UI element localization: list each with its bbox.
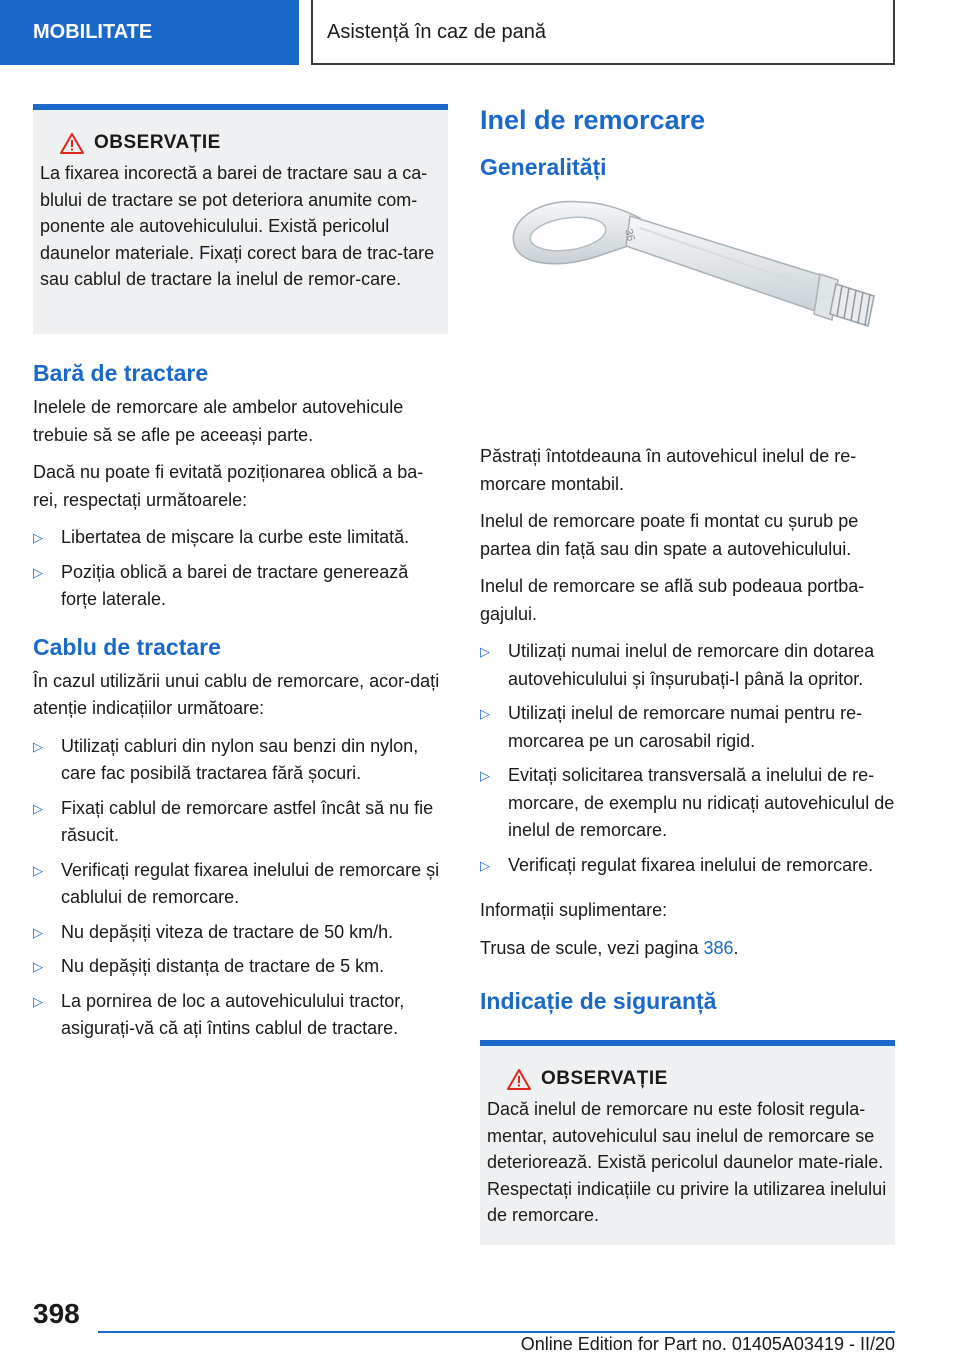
- list-item: [480, 852, 895, 880]
- list-item-text: Utilizați inelul de remorcare numai pentru re-morcarea pe un carosabil rigid.: [508, 703, 863, 751]
- bullet-arrow-icon: ▷: [33, 530, 43, 545]
- ref-text: Trusa de scule, vezi pagina: [480, 937, 704, 958]
- section-title: Inel de remorcare: [480, 105, 706, 135]
- list-item-text: Verificați regulat fixarea inelului de remorcare.: [508, 854, 874, 875]
- ring-number-label: 36: [622, 227, 637, 243]
- list-tow-cable: [33, 733, 448, 1043]
- bullet-arrow-icon: ▷: [33, 993, 43, 1009]
- bullet-arrow-icon: ▷: [480, 706, 490, 721]
- bullet-arrow-icon: ▷: [33, 800, 43, 816]
- list-item-text: Utilizați numai inelul de remorcare din dotarea autovehiculului și înșurubați-l până la opritor.: [508, 641, 875, 689]
- paragraph: Păstrați întotdeauna în autovehicul inelul de re-morcare montabil.: [480, 446, 857, 494]
- warning-note: [480, 1040, 895, 1245]
- list-tow-bar: [33, 524, 448, 614]
- list-item-text: Fixați cablul de remorcare astfel încât să nu fie răsucit.: [61, 797, 434, 845]
- info-label: Informații suplimentare:: [480, 900, 668, 920]
- note-text: La fixarea incorectă a barei de tractare sau a ca-blului de tractare se pot deteriora anumite com-ponente ale autovehiculului. Există pericolul daunelor materiale. Fixați corect bara de trac-tare sau cablul de tractare la inelul de remor-care.: [40, 163, 435, 289]
- note-header: [487, 1068, 888, 1090]
- note-header: [40, 132, 441, 154]
- tow-ring-illustration: [480, 182, 895, 432]
- list-item-text: Nu depășiți distanța de tractare de 5 km.: [61, 956, 385, 976]
- paragraph: Dacă nu poate fi evitată poziționarea oblică a ba-rei, respectați următoarele:: [33, 462, 424, 510]
- warning-triangle-icon: [60, 133, 84, 154]
- paragraph: Inelul de remorcare poate fi montat cu șurub pe partea din față sau din spate a autovehiculului.: [480, 511, 859, 559]
- list-item-text: Poziția oblică a barei de tractare generează forțe laterale.: [61, 561, 409, 609]
- warning-note: [33, 104, 448, 334]
- bullet-arrow-icon: ▷: [33, 924, 43, 940]
- heading-tow-bar: Bară de tractare: [33, 360, 209, 386]
- list-item-text: La pornirea de loc a autovehiculului tractor, asigurați-vă că ați întins cablul de tractare.: [61, 990, 405, 1038]
- section-tab[interactable]: MOBILITATE: [0, 0, 299, 65]
- right-column: [480, 104, 895, 1245]
- chapter-tab[interactable]: Asistență în caz de pană: [311, 0, 895, 65]
- list-item: [480, 638, 895, 693]
- list-item-text: Verificați regulat fixarea inelului de remorcare și cablului de remorcare.: [61, 859, 440, 907]
- heading-tow-cable: Cablu de tractare: [33, 633, 221, 660]
- list-item: [33, 988, 448, 1043]
- list-item: [480, 762, 895, 845]
- ref-end: .: [733, 937, 739, 958]
- warning-triangle-icon: [507, 1069, 531, 1090]
- heading-safety: Indicație de siguranță: [480, 988, 717, 1014]
- note-text: Dacă inelul de remorcare nu este folosit regula-mentar, autovehiculul sau inelul de remorcare se deteriorează. Există pericolul daunelor mate-riale. Respectați indicațiile cu privire la utilizarea inelului de remorcare.: [487, 1099, 887, 1225]
- list-item: [33, 733, 448, 788]
- bullet-arrow-icon: ▷: [33, 564, 43, 580]
- bullet-arrow-icon: ▷: [33, 862, 43, 878]
- list-item: [33, 795, 448, 850]
- heading-general: Generalități: [480, 154, 607, 180]
- footer-edition: Online Edition for Part no. 01405A03419 - II/20: [520, 1334, 895, 1354]
- list-item: [33, 524, 448, 552]
- bullet-arrow-icon: ▷: [480, 857, 490, 873]
- paragraph: Inelele de remorcare ale ambelor autovehicule trebuie să se afle pe aceeași parte.: [33, 397, 404, 445]
- page-number: 398: [33, 1298, 80, 1329]
- bullet-arrow-icon: ▷: [33, 738, 43, 754]
- paragraph: Inelul de remorcare se află sub podeaua portba-gajului.: [480, 576, 865, 624]
- list-item-text: Nu depășiți viteza de tractare de 50 km/h.: [61, 921, 394, 942]
- cross-reference: [480, 935, 895, 963]
- paragraph: În cazul utilizării unui cablu de remorcare, acor-dați atenție indicațiilor următoare:: [33, 670, 440, 718]
- list-item: [33, 953, 448, 981]
- list-item: [33, 559, 448, 614]
- list-item-text: Utilizați cabluri din nylon sau benzi din nylon, care fac posibilă tractarea fără șocuri.: [61, 735, 419, 783]
- bullet-arrow-icon: ▷: [33, 959, 43, 974]
- footer-divider: [98, 1331, 895, 1333]
- page-link[interactable]: 386: [703, 937, 734, 958]
- list-item: [33, 857, 448, 912]
- note-title: OBSERVAȚIE: [94, 132, 221, 153]
- list-item: [480, 700, 895, 755]
- bullet-arrow-icon: ▷: [480, 768, 490, 783]
- list-item-text: Libertatea de mișcare la curbe este limitată.: [61, 527, 410, 547]
- list-tow-ring: [480, 638, 895, 879]
- note-title: OBSERVAȚIE: [541, 1068, 668, 1089]
- list-item: [33, 919, 448, 947]
- left-column: [33, 104, 448, 1055]
- bullet-arrow-icon: ▷: [480, 644, 490, 659]
- list-item-text: Evitați solicitarea transversală a inelului de re-morcare, de exemplu nu ridicați autovehiculul de inelul de remorcare.: [508, 765, 895, 840]
